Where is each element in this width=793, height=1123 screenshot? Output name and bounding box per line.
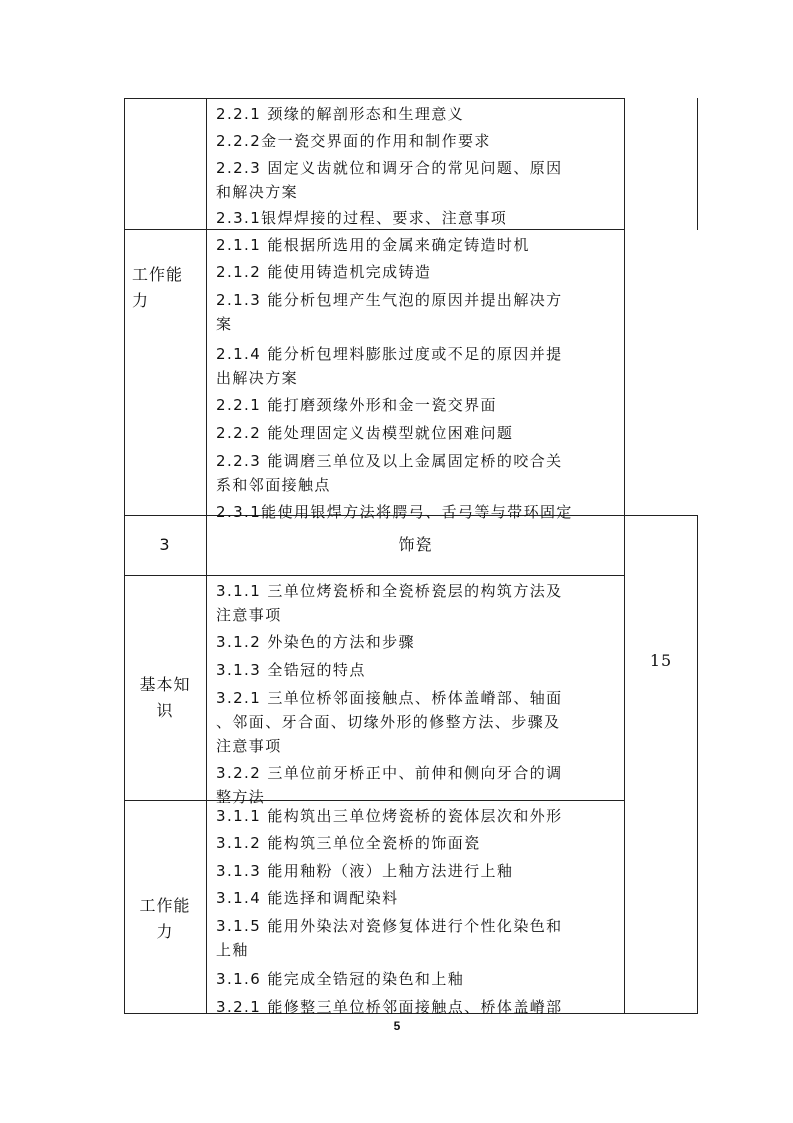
work-ability-label: 工作能 力: [132, 265, 184, 310]
ability-item: 案: [216, 315, 233, 333]
ability-item: 出解决方案: [216, 369, 299, 387]
ability-item: 2.1.2 能使用铸造机完成铸造: [216, 263, 432, 281]
knowledge-item: 2.2.2金一瓷交界面的作用和制作要求: [216, 132, 491, 150]
table-border-right: [697, 515, 698, 1013]
basic-knowledge-label: 基本知 识: [139, 675, 191, 720]
section-title: 饰瓷: [398, 535, 433, 554]
knowledge-item: 3.2.2 三单位前牙桥正中、前伸和侧向牙合的调: [216, 764, 563, 782]
basic-knowledge-cell: [216, 579, 563, 809]
table-border-left-top: [124, 98, 125, 230]
knowledge-item: 2.2.1 颈缘的解剖形态和生理意义: [216, 105, 465, 123]
knowledge-item: 和解决方案: [216, 183, 299, 201]
work-ability-cell: [216, 804, 563, 1019]
knowledge-item: 3.1.1 三单位烤瓷桥和全瓷桥瓷层的构筑方法及: [216, 582, 563, 600]
page-number: 5: [393, 1019, 401, 1033]
ability-item: 2.1.3 能分析包埋产生气泡的原因并提出解决方: [216, 291, 563, 309]
ability-item: 3.1.6 能完成全锆冠的染色和上釉: [216, 970, 465, 988]
ability-item: 2.3.1能使用银焊方法将腭弓、舌弓等与带环固定: [216, 503, 573, 521]
ability-item: 2.2.2 能处理固定义齿模型就位困难问题: [216, 424, 514, 442]
knowledge-item: 、邻面、牙合面、切缘外形的修整方法、步骤及: [216, 713, 561, 731]
ability-item: 2.1.1 能根据所选用的金属来确定铸造时机: [216, 236, 530, 254]
knowledge-item: 注意事项: [216, 606, 282, 624]
table-border-top-right-extension: [697, 98, 698, 230]
ability-item: 2.2.3 能调磨三单位及以上金属固定桥的咬合关: [216, 452, 563, 470]
knowledge-item: 注意事项: [216, 737, 282, 755]
knowledge-item: 2.3.1银焊焊接的过程、要求、注意事项: [216, 209, 508, 227]
ability-item: 3.1.2 能构筑三单位全瓷桥的饰面瓷: [216, 834, 481, 852]
ability-item: 系和邻面接触点: [216, 476, 331, 494]
knowledge-item: 3.1.2 外染色的方法和步骤: [216, 633, 415, 651]
knowledge-item: 整方法: [216, 788, 266, 806]
table-border-top: [124, 98, 624, 99]
knowledge-item: 2.2.3 固定义齿就位和调牙合的常见问题、原因: [216, 159, 563, 177]
column-divider-content: [624, 98, 625, 1013]
work-ability-label: 工作能 力: [139, 896, 191, 941]
continued-knowledge-cell: [216, 102, 563, 230]
ability-item: 3.1.5 能用外染法对瓷修复体进行个性化染色和: [216, 917, 563, 935]
row-divider-3: [124, 575, 624, 576]
knowledge-item: 3.2.1 三单位桥邻面接触点、桥体盖嵴部、轴面: [216, 689, 563, 707]
ability-item: 上釉: [216, 941, 249, 959]
ability-item: 3.1.4 能选择和调配染料: [216, 889, 399, 907]
ability-item: 2.2.1 能打磨颈缘外形和金一瓷交界面: [216, 396, 497, 414]
section-number: 3: [159, 535, 171, 554]
ability-item: 3.2.1 能修整三单位桥邻面接触点、桥体盖嵴部: [216, 998, 563, 1016]
ability-item: 3.1.1 能构筑出三单位烤瓷桥的瓷体层次和外形: [216, 807, 563, 825]
ability-item: 2.1.4 能分析包埋料膨胀过度或不足的原因并提: [216, 345, 563, 363]
ability-item: 3.1.3 能用釉粉（液）上釉方法进行上釉: [216, 862, 514, 880]
work-ability-cell: [216, 233, 573, 524]
knowledge-item: 3.1.3 全锆冠的特点: [216, 661, 366, 679]
hours-value: 15: [649, 651, 673, 670]
